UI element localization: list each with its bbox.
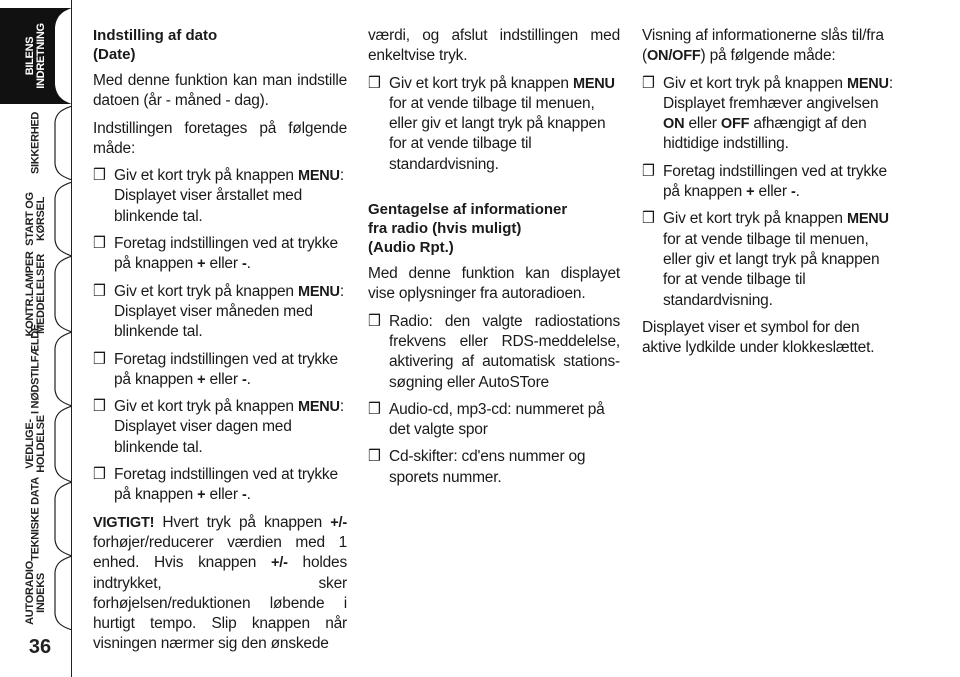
- tab-sikkerhed[interactable]: [0, 106, 72, 180]
- tab-label: BILENS INDRETNING: [24, 23, 47, 89]
- list-item: ❒ Giv et kort tryk på knappen MENU: Displayet viser måneden med blinkende tal.: [93, 282, 344, 341]
- checkbox-bullet-icon: ❒: [368, 448, 381, 466]
- checkbox-bullet-icon: ❒: [368, 74, 381, 92]
- tab-kontrollamper[interactable]: [0, 251, 72, 337]
- checkbox-bullet-icon: ❒: [368, 400, 381, 418]
- checkbox-bullet-icon: ❒: [642, 74, 655, 92]
- tab-vedligeholdelse[interactable]: [0, 406, 72, 482]
- list-item: ❒ Foretag indstillingen ved at trykke på knappen + eller -.: [93, 350, 338, 388]
- paragraph: Visning af informationerne slås til/fra (ON/OFF) på følgende måde:: [642, 27, 884, 65]
- tab-label: KONTR.LAMPER MEDDELELSER: [24, 251, 47, 337]
- section-heading-audio-rpt: Gentagelse af informationer fra radio (hvis muligt) (Audio Rpt.): [368, 201, 568, 257]
- checkbox-bullet-icon: ❒: [93, 398, 106, 416]
- list-item: ❒ Giv et kort tryk på knappen MENU for at vende tilbage til menuen, eller giv et langt tryk på knappen for at vende tilbage til standardvisning.: [368, 74, 615, 173]
- list-item: ❒ Radio: den valgte radiostations frekvens eller RDS-meddelelse, aktivering af automatisk stations-søgning eller AutoSTore: [368, 312, 620, 391]
- tab-label: TEKNISKE DATA: [29, 477, 42, 561]
- tab-label: VEDLIGE- HOLDELSE: [24, 415, 47, 473]
- checkbox-bullet-icon: ❒: [642, 162, 655, 180]
- checkbox-bullet-icon: ❒: [642, 210, 655, 228]
- checkbox-bullet-icon: ❒: [93, 466, 106, 484]
- list-item: ❒ Giv et kort tryk på knappen MENU: Displayet viser årstallet med blinkende tal.: [93, 167, 344, 225]
- tab-label: START OG KØRSEL: [24, 192, 47, 246]
- tab-autoradio-indeks[interactable]: [0, 556, 72, 630]
- list-item: ❒ Foretag indstillingen ved at trykke på knappen + eller -.: [642, 162, 887, 201]
- list-item: ❒ Giv et kort tryk på knappen MENU: Displayet viser dagen med blinkende tal.: [93, 398, 344, 456]
- tab-start-og-korsel[interactable]: [0, 182, 72, 256]
- paragraph: værdi, og afslut indstillingen med enkeltvise tryk.: [368, 27, 620, 65]
- tab-i-nodstilfaelde[interactable]: [0, 324, 72, 414]
- tab-label: SIKKERHED: [29, 111, 42, 175]
- paragraph: Indstillingen foretages på følgende måde:: [93, 119, 347, 157]
- note-paragraph: VIGTIGT! Hvert tryk på knappen +/- forhøjer/reducerer værdien med 1 enhed. Hvis knappen +/- holdes indtrykket, sker forhøjelsen/reduktionen løbende i hurtigt tempo. Slip knappen når visningen nærmer sig den ønskede: [93, 513, 347, 653]
- paragraph: Med denne funktion kan man indstille datoen (år - måned - dag).: [93, 72, 347, 110]
- list-item: ❒ Cd-skifter: cd'ens nummer og sporets nummer.: [368, 448, 586, 486]
- tab-bilens-indretning[interactable]: [0, 8, 72, 104]
- section-heading-date: Indstilling af dato (Date): [93, 27, 218, 63]
- checkbox-bullet-icon: ❒: [93, 350, 106, 368]
- column-3: [642, 26, 894, 365]
- checkbox-bullet-icon: ❒: [93, 235, 106, 253]
- checkbox-bullet-icon: ❒: [93, 282, 106, 300]
- list-item: ❒ Foretag indstillingen ved at trykke på knappen + eller -.: [93, 235, 338, 273]
- section-tabs: [0, 0, 72, 677]
- list-item: ❒ Giv et kort tryk på knappen MENU: Displayet fremhæver angivelsen ON eller OFF afhængigt af den hidtidige indstilling.: [642, 74, 893, 153]
- checkbox-bullet-icon: ❒: [368, 312, 381, 330]
- list-item: ❒ Giv et kort tryk på knappen MENU for at vende tilbage til menuen, eller giv et langt tryk på knappen for at vende tilbage til standardvisning.: [642, 210, 889, 309]
- list-item: ❒ Audio-cd, mp3-cd: nummeret på det valgte spor: [368, 400, 605, 439]
- paragraph: Med denne funktion kan displayet vise oplysninger fra autoradioen.: [368, 265, 620, 303]
- list-item: ❒ Foretag indstillingen ved at trykke på knappen + eller -.: [93, 466, 338, 504]
- checkbox-bullet-icon: ❒: [93, 167, 106, 185]
- column-1: [93, 26, 347, 662]
- tab-label: I NØDSTILFÆLDE: [29, 324, 42, 414]
- column-2: [368, 26, 620, 495]
- page-number: 36: [28, 636, 52, 658]
- paragraph: Displayet viser et symbol for den aktive lydkilde under klokkeslættet.: [642, 318, 875, 357]
- spacer: [368, 182, 620, 200]
- tab-tekniske-data[interactable]: [0, 477, 72, 561]
- tab-label: AUTORADIO INDEKS: [24, 561, 47, 625]
